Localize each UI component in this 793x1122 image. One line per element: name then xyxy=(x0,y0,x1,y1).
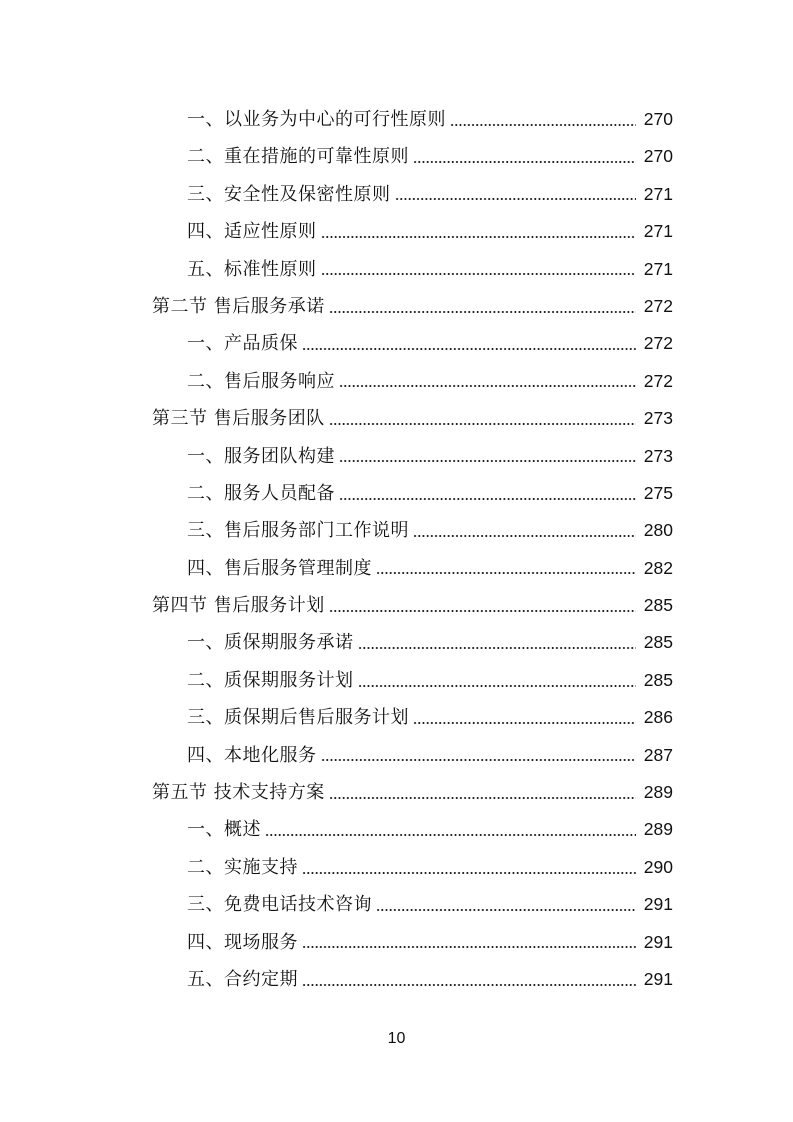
toc-entry-page-number: 291 xyxy=(643,894,673,915)
toc-subsection-entry[interactable] xyxy=(0,512,793,549)
toc-dot-leader xyxy=(329,423,636,425)
toc-subsection-entry[interactable] xyxy=(0,325,793,362)
toc-entry-label: 第二节 售后服务承诺 xyxy=(152,295,325,317)
toc-subsection-entry[interactable] xyxy=(0,475,793,512)
toc-dot-leader xyxy=(413,722,636,724)
toc-entry-page-number: 273 xyxy=(643,408,673,429)
toc-entry-page-number: 289 xyxy=(643,782,673,803)
toc-subsection-entry[interactable] xyxy=(0,886,793,923)
toc-entry-label: 五、合约定期 xyxy=(187,968,298,990)
toc-dot-leader xyxy=(329,610,636,612)
toc-entry-label: 一、服务团队构建 xyxy=(187,445,335,467)
toc-entry-page-number: 280 xyxy=(643,520,673,541)
toc-dot-leader xyxy=(339,385,636,387)
page-number: 10 xyxy=(387,1030,406,1047)
toc-dot-leader xyxy=(413,161,636,163)
toc-dot-leader xyxy=(339,498,636,500)
toc-subsection-entry[interactable] xyxy=(0,138,793,175)
toc-dot-leader xyxy=(302,946,636,948)
toc-entry-page-number: 286 xyxy=(643,707,673,728)
toc-entry-page-number: 271 xyxy=(643,183,673,204)
toc-section-entry[interactable] xyxy=(0,587,793,624)
toc-entry-page-number: 271 xyxy=(643,221,673,242)
toc-entry-label: 三、免费电话技术咨询 xyxy=(187,894,372,916)
toc-dot-leader xyxy=(376,572,636,574)
toc-entry-page-number: 287 xyxy=(643,744,673,765)
toc-dot-leader xyxy=(339,460,636,462)
toc-subsection-entry[interactable] xyxy=(0,550,793,587)
toc-entry-page-number: 270 xyxy=(643,146,673,167)
toc-entry-label: 四、本地化服务 xyxy=(187,744,317,766)
toc-subsection-entry[interactable] xyxy=(0,363,793,400)
toc-entry-label: 二、重在措施的可靠性原则 xyxy=(187,146,409,168)
toc-dot-leader xyxy=(376,909,636,911)
toc-subsection-entry[interactable] xyxy=(0,961,793,998)
toc-subsection-entry[interactable] xyxy=(0,811,793,848)
toc-dot-leader xyxy=(302,984,636,986)
toc-entry-page-number: 289 xyxy=(643,819,673,840)
toc-entry-page-number: 272 xyxy=(643,370,673,391)
toc-entry-label: 二、服务人员配备 xyxy=(187,482,335,504)
toc-subsection-entry[interactable] xyxy=(0,849,793,886)
toc-subsection-entry[interactable] xyxy=(0,438,793,475)
toc-dot-leader xyxy=(321,273,637,275)
toc-entry-label: 四、适应性原则 xyxy=(187,221,317,243)
toc-entry-label: 一、以业务为中心的可行性原则 xyxy=(187,109,446,130)
toc-entry-label: 一、质保期服务承诺 xyxy=(187,632,354,654)
toc-entry-label: 三、售后服务部门工作说明 xyxy=(187,520,409,542)
toc-entry-label: 四、现场服务 xyxy=(187,931,298,953)
toc-entry-page-number: 282 xyxy=(643,557,673,578)
toc-entry-page-number: 285 xyxy=(643,595,673,616)
toc-entry-page-number: 291 xyxy=(643,931,673,952)
toc-entry-label: 二、质保期服务计划 xyxy=(187,669,354,691)
toc-subsection-entry[interactable] xyxy=(0,176,793,213)
toc-subsection-entry[interactable] xyxy=(0,213,793,250)
toc-dot-leader xyxy=(321,759,637,761)
toc-section-entry[interactable] xyxy=(0,288,793,325)
toc-entry-label: 二、售后服务响应 xyxy=(187,370,335,392)
toc-entry-label: 三、安全性及保密性原则 xyxy=(187,183,391,205)
toc-entry-label: 一、概述 xyxy=(187,819,261,841)
toc-entry-label: 第三节 售后服务团队 xyxy=(152,408,325,430)
toc-entry-page-number: 272 xyxy=(643,295,673,316)
toc-dot-leader xyxy=(321,236,637,238)
toc-section-entry[interactable] xyxy=(0,774,793,811)
toc-entry-label: 一、产品质保 xyxy=(187,333,298,355)
toc-subsection-entry[interactable] xyxy=(0,699,793,736)
toc-entry-label: 二、实施支持 xyxy=(187,856,298,878)
toc-entry-label: 第四节 售后服务计划 xyxy=(152,595,325,617)
toc-entry-page-number: 271 xyxy=(643,258,673,279)
toc-entry-page-number: 275 xyxy=(643,482,673,503)
toc-entry-page-number: 273 xyxy=(643,445,673,466)
toc-dot-leader xyxy=(395,198,637,200)
toc-dot-leader xyxy=(302,872,636,874)
toc-entry-page-number: 270 xyxy=(643,109,673,129)
toc-entry-label: 第五节 技术支持方案 xyxy=(152,782,325,804)
toc-dot-leader xyxy=(358,685,637,687)
toc-entry-page-number: 272 xyxy=(643,333,673,354)
table-of-contents xyxy=(0,101,793,998)
toc-entry-label: 四、售后服务管理制度 xyxy=(187,557,372,579)
toc-subsection-entry[interactable] xyxy=(0,924,793,961)
toc-dot-leader xyxy=(450,124,636,126)
toc-subsection-entry[interactable] xyxy=(0,101,793,138)
toc-entry-page-number: 285 xyxy=(643,632,673,653)
toc-subsection-entry[interactable] xyxy=(0,251,793,288)
toc-dot-leader xyxy=(265,834,636,836)
toc-subsection-entry[interactable] xyxy=(0,624,793,661)
toc-entry-label: 五、标准性原则 xyxy=(187,258,317,280)
toc-section-entry[interactable] xyxy=(0,400,793,437)
toc-subsection-entry[interactable] xyxy=(0,737,793,774)
toc-entry-page-number: 285 xyxy=(643,669,673,690)
toc-subsection-entry[interactable] xyxy=(0,662,793,699)
toc-dot-leader xyxy=(358,647,637,649)
toc-dot-leader xyxy=(413,535,636,537)
toc-dot-leader xyxy=(302,348,636,350)
toc-dot-leader xyxy=(329,797,636,799)
toc-entry-label: 三、质保期后售后服务计划 xyxy=(187,707,409,729)
toc-entry-page-number: 291 xyxy=(643,968,673,989)
toc-dot-leader xyxy=(329,311,636,313)
toc-entry-page-number: 290 xyxy=(643,856,673,877)
